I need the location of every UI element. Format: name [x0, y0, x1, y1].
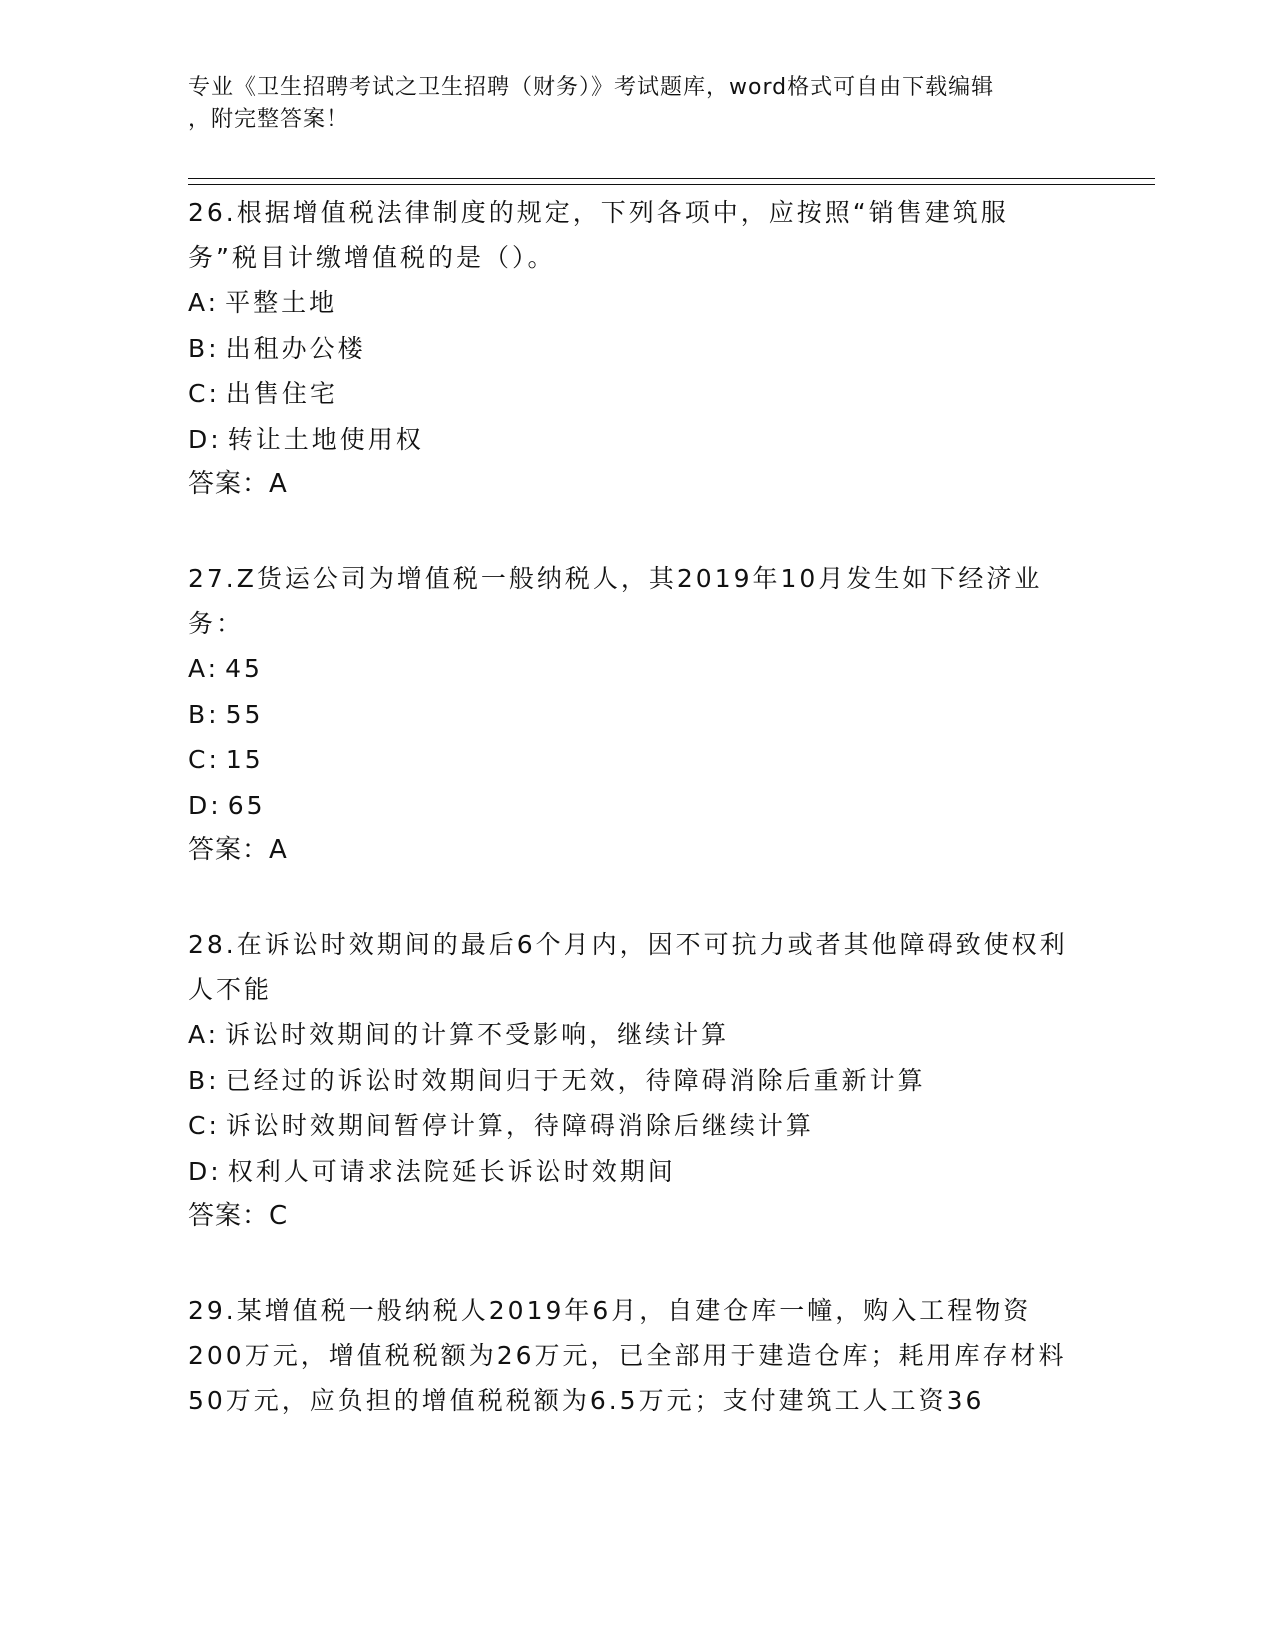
header-divider-bottom	[188, 184, 1155, 185]
option-key: B	[188, 699, 209, 729]
question-list	[188, 190, 1088, 1472]
option-text: 65	[227, 790, 266, 820]
option-a: A: 平整土地	[188, 288, 338, 317]
answer-line	[188, 1194, 1088, 1239]
option-text: 出租办公楼	[225, 333, 366, 363]
option-key: B	[188, 333, 209, 363]
option-key: A	[188, 1020, 208, 1049]
option-text: 55	[225, 699, 264, 729]
answer-line	[188, 828, 1088, 873]
question-text: 28.在诉讼时效期间的最后6个月内，因不可抗力或者其他障碍致使权利人不能	[188, 930, 1068, 1004]
option-d: D: 权利人可请求法院延长诉讼时效期间	[188, 1156, 676, 1186]
answer-label: 答案：	[188, 1201, 270, 1231]
option-text: 诉讼时效期间暂停计算，待障碍消除后继续计算	[225, 1111, 814, 1140]
option-key: C	[188, 1111, 209, 1140]
option-key: B	[188, 1065, 209, 1095]
question-28	[188, 922, 1088, 1239]
question-text: 26.根据增值税法律制度的规定，下列各项中，应按照“销售建筑服务”税目计缴增值税的是（）。	[188, 198, 1009, 272]
question-27	[188, 556, 1088, 873]
option-key: A	[188, 288, 208, 317]
option-key: C	[188, 745, 209, 774]
option-text: 权利人可请求法院延长诉讼时效期间	[227, 1156, 676, 1186]
question-text: 29.某增值税一般纳税人2019年6月，自建仓库一幢，购入工程物资200万元，增值税税额为26万元，已全部用于建造仓库；耗用库存材料50万元，应负担的增值税税额为6.5万元；支付建筑工人工资36	[188, 1296, 1067, 1415]
header-line-2: ，附完整答案！	[188, 107, 350, 132]
option-key: C	[188, 379, 209, 408]
answer-label: 答案：	[188, 835, 270, 865]
answer-value: A	[269, 835, 288, 865]
question-text: 27.Z货运公司为增值税一般纳税人，其2019年10月发生如下经济业务：	[188, 564, 1043, 638]
option-key: D	[188, 1156, 211, 1186]
option-b: B: 出租办公楼	[188, 333, 366, 363]
answer-value: A	[269, 469, 288, 499]
question-26	[188, 190, 1088, 507]
option-c: C: 诉讼时效期间暂停计算，待障碍消除后继续计算	[188, 1111, 814, 1140]
option-text: 已经过的诉讼时效期间归于无效，待障碍消除后重新计算	[225, 1065, 926, 1095]
option-text: 出售住宅	[225, 379, 338, 408]
document-header	[188, 72, 1068, 136]
question-29	[188, 1288, 1088, 1423]
option-a: A: 诉讼时效期间的计算不受影响，继续计算	[188, 1020, 730, 1049]
option-c: C: 15	[188, 745, 264, 774]
header-divider-top	[188, 178, 1155, 179]
answer-label: 答案：	[188, 469, 270, 499]
option-text: 平整土地	[225, 288, 338, 317]
option-b: B: 55	[188, 699, 264, 729]
option-key: D	[188, 424, 211, 454]
answer-line	[188, 462, 1088, 507]
option-a: A: 45	[188, 654, 263, 683]
option-d: D: 65	[188, 790, 266, 820]
option-b: B: 已经过的诉讼时效期间归于无效，待障碍消除后重新计算	[188, 1065, 926, 1095]
header-line-1: 专业《卫生招聘考试之卫生招聘（财务）》考试题库，word格式可自由下载编辑	[188, 75, 995, 100]
option-text: 45	[225, 654, 263, 683]
option-key: A	[188, 654, 208, 683]
option-text: 诉讼时效期间的计算不受影响，继续计算	[225, 1020, 730, 1049]
option-key: D	[188, 790, 211, 820]
option-text: 15	[225, 745, 264, 774]
option-d: D: 转让土地使用权	[188, 424, 424, 454]
option-text: 转让土地使用权	[227, 424, 424, 454]
option-c: C: 出售住宅	[188, 379, 338, 408]
answer-value: C	[269, 1201, 289, 1231]
